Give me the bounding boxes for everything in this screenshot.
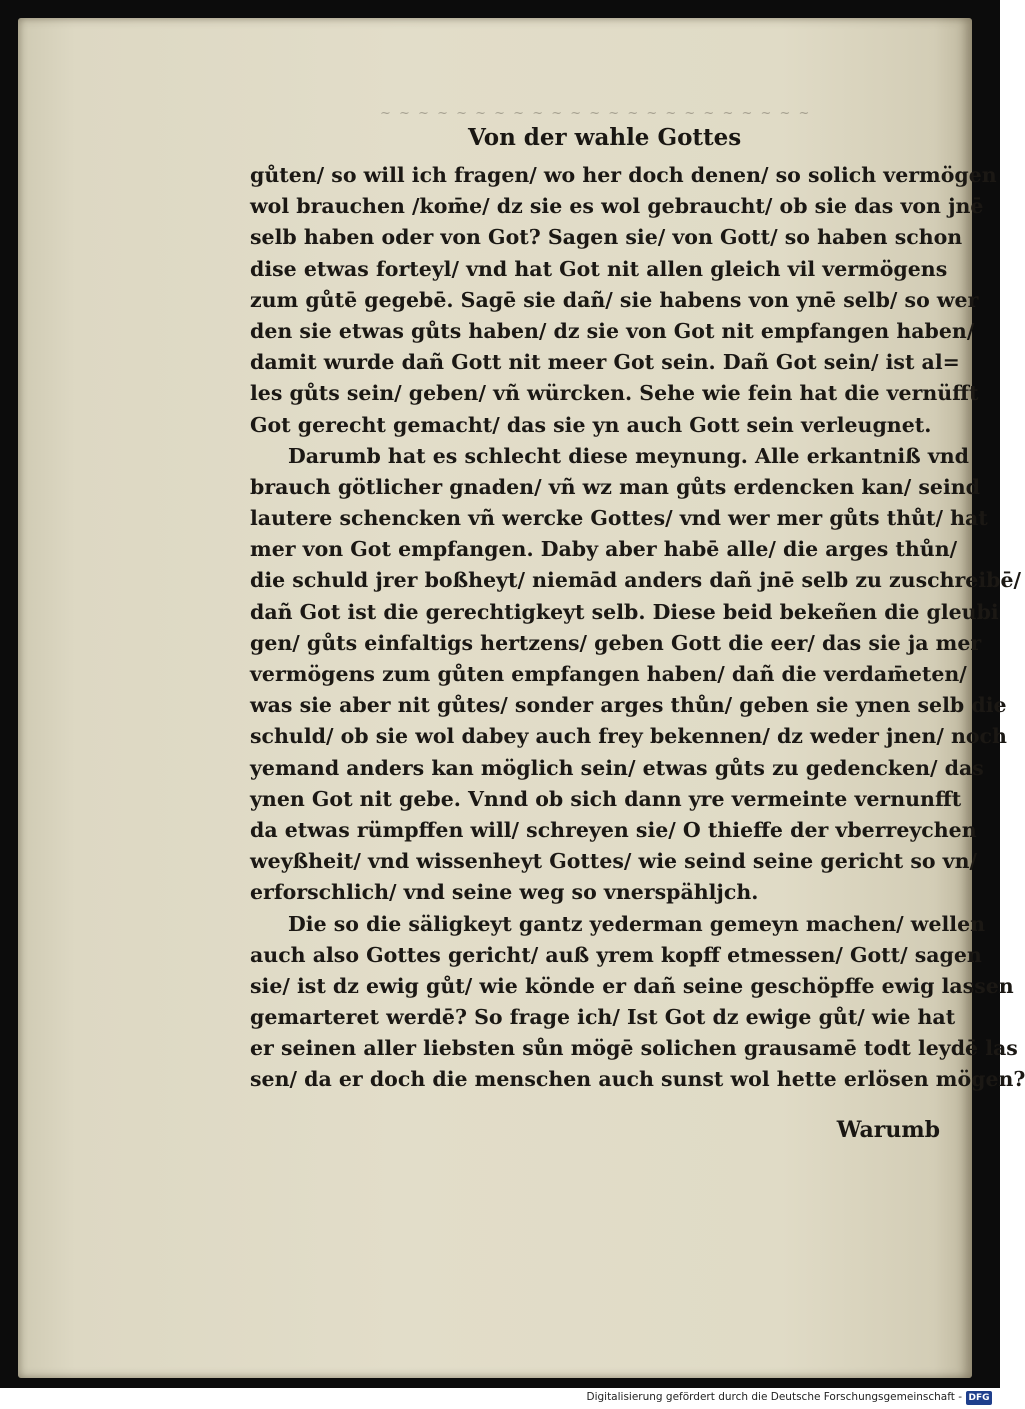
text-line: yemand anders kan möglich sein/ etwas gůts zu gedencken/ das (250, 755, 984, 780)
text-line: auch also Gottes gericht/ auß yrem kopff etmessen/ Gott/ sagen (250, 942, 982, 967)
text-line: weyßheit/ vnd wissenheyt Gottes/ wie seind seine gericht so vn/ (250, 849, 977, 874)
text-line: brauch götlicher gnaden/ vñ wz man gůts erdencken kan/ seind (250, 474, 980, 499)
text-line: vermögens zum gůten empfangen haben/ dañ die verdam̄eten/ (250, 662, 967, 686)
text-line: ynen Got nit gebe. Vnnd ob sich dann yre vermeinte vernunfft (250, 786, 962, 811)
text-line: mer von Got empfangen. Daby aber habē alle/ die arges thůn/ (250, 537, 958, 562)
text-line: er seinen aller liebsten sůn mögē solichen grausamē todt leydē las (250, 1036, 1018, 1061)
text-line: erforschlich/ vnd seine weg so vnerspähljch. (250, 880, 759, 905)
text-line: Got gerecht gemacht/ das sie yn auch Gott sein verleugnet. (250, 412, 932, 437)
funding-credit: Digitalisierung gefördert durch die Deutsche Forschungsgemeinschaft - (586, 1391, 962, 1403)
body-text (250, 160, 1025, 1096)
text-line: zum gůtē gegebē. Sagē sie dañ/ sie habens von ynē selb/ so wer (250, 287, 979, 312)
text-line: was sie aber nit gůtes/ sonder arges thůn/ geben sie ynen selb die (250, 693, 1007, 718)
text-line: dañ Got ist die gerechtigkeyt selb. Diese beid bekeñen die gleubi (250, 599, 999, 624)
running-head: Von der wahle Gottes (468, 124, 742, 151)
text-line: da etwas rümpffen will/ schreyen sie/ O thieffe der vberreychen (250, 817, 977, 842)
text-line: gůten/ so will ich fragen/ wo her doch denen/ so solich vermögen (250, 163, 997, 187)
text-line: sie/ ist dz ewig gůt/ wie könde er dañ seine geschöpffe ewig lassen (250, 973, 1014, 998)
text-line: die schuld jrer boßheyt/ niemād anders dañ jnē selb zu zuschreibē/ (250, 568, 1022, 593)
text-line: dise etwas forteyl/ vnd hat Got nit allen gleich vil vermögens (250, 256, 948, 281)
text-line: lautere schencken vñ wercke Gottes/ vnd wer mer gůts thůt/ hat (250, 506, 988, 531)
text-line: gen/ gůts einfaltigs hertzens/ geben Gott die eer/ das sie ja mer (250, 630, 982, 655)
text-line: selb haben oder von Got? Sagen sie/ von Gott/ so haben schon (250, 225, 963, 250)
catchword: Warumb (836, 1117, 940, 1143)
dfg-logo: DFG (966, 1391, 992, 1405)
text-line: den sie etwas gůts haben/ dz sie von Got nit empfangen haben/ (250, 318, 975, 343)
text-line: gemarteret werdē? So frage ich/ Ist Got dz ewige gůt/ wie hat (250, 1005, 956, 1030)
text-line: les gůts sein/ geben/ vñ würcken. Sehe wie fein hat die vernüfft (250, 381, 979, 406)
footer-bar (0, 1388, 1000, 1409)
text-line: Darumb hat es schlecht diese meynung. Alle erkantniß vnd (288, 443, 969, 468)
text-line: Die so die säligkeyt gantz yederman gemeyn machen/ wellen (288, 911, 986, 936)
show-through-text: ~ ~ ~ ~ ~ ~ ~ ~ ~ ~ ~ ~ ~ ~ ~ ~ ~ ~ ~ ~ ~ ~ ~ (380, 106, 812, 121)
text-line: damit wurde dañ Gott nit meer Got sein. Dañ Got sein/ ist al= (250, 350, 960, 375)
text-line: wol brauchen /kom̄e/ dz sie es wol gebraucht/ ob sie das von jnē (250, 194, 984, 219)
text-line: sen/ da er doch die menschen auch sunst wol hette erlösen mögen? (250, 1067, 1025, 1092)
text-line: schuld/ ob sie wol dabey auch frey bekennen/ dz weder jnen/ noch (250, 724, 1007, 749)
